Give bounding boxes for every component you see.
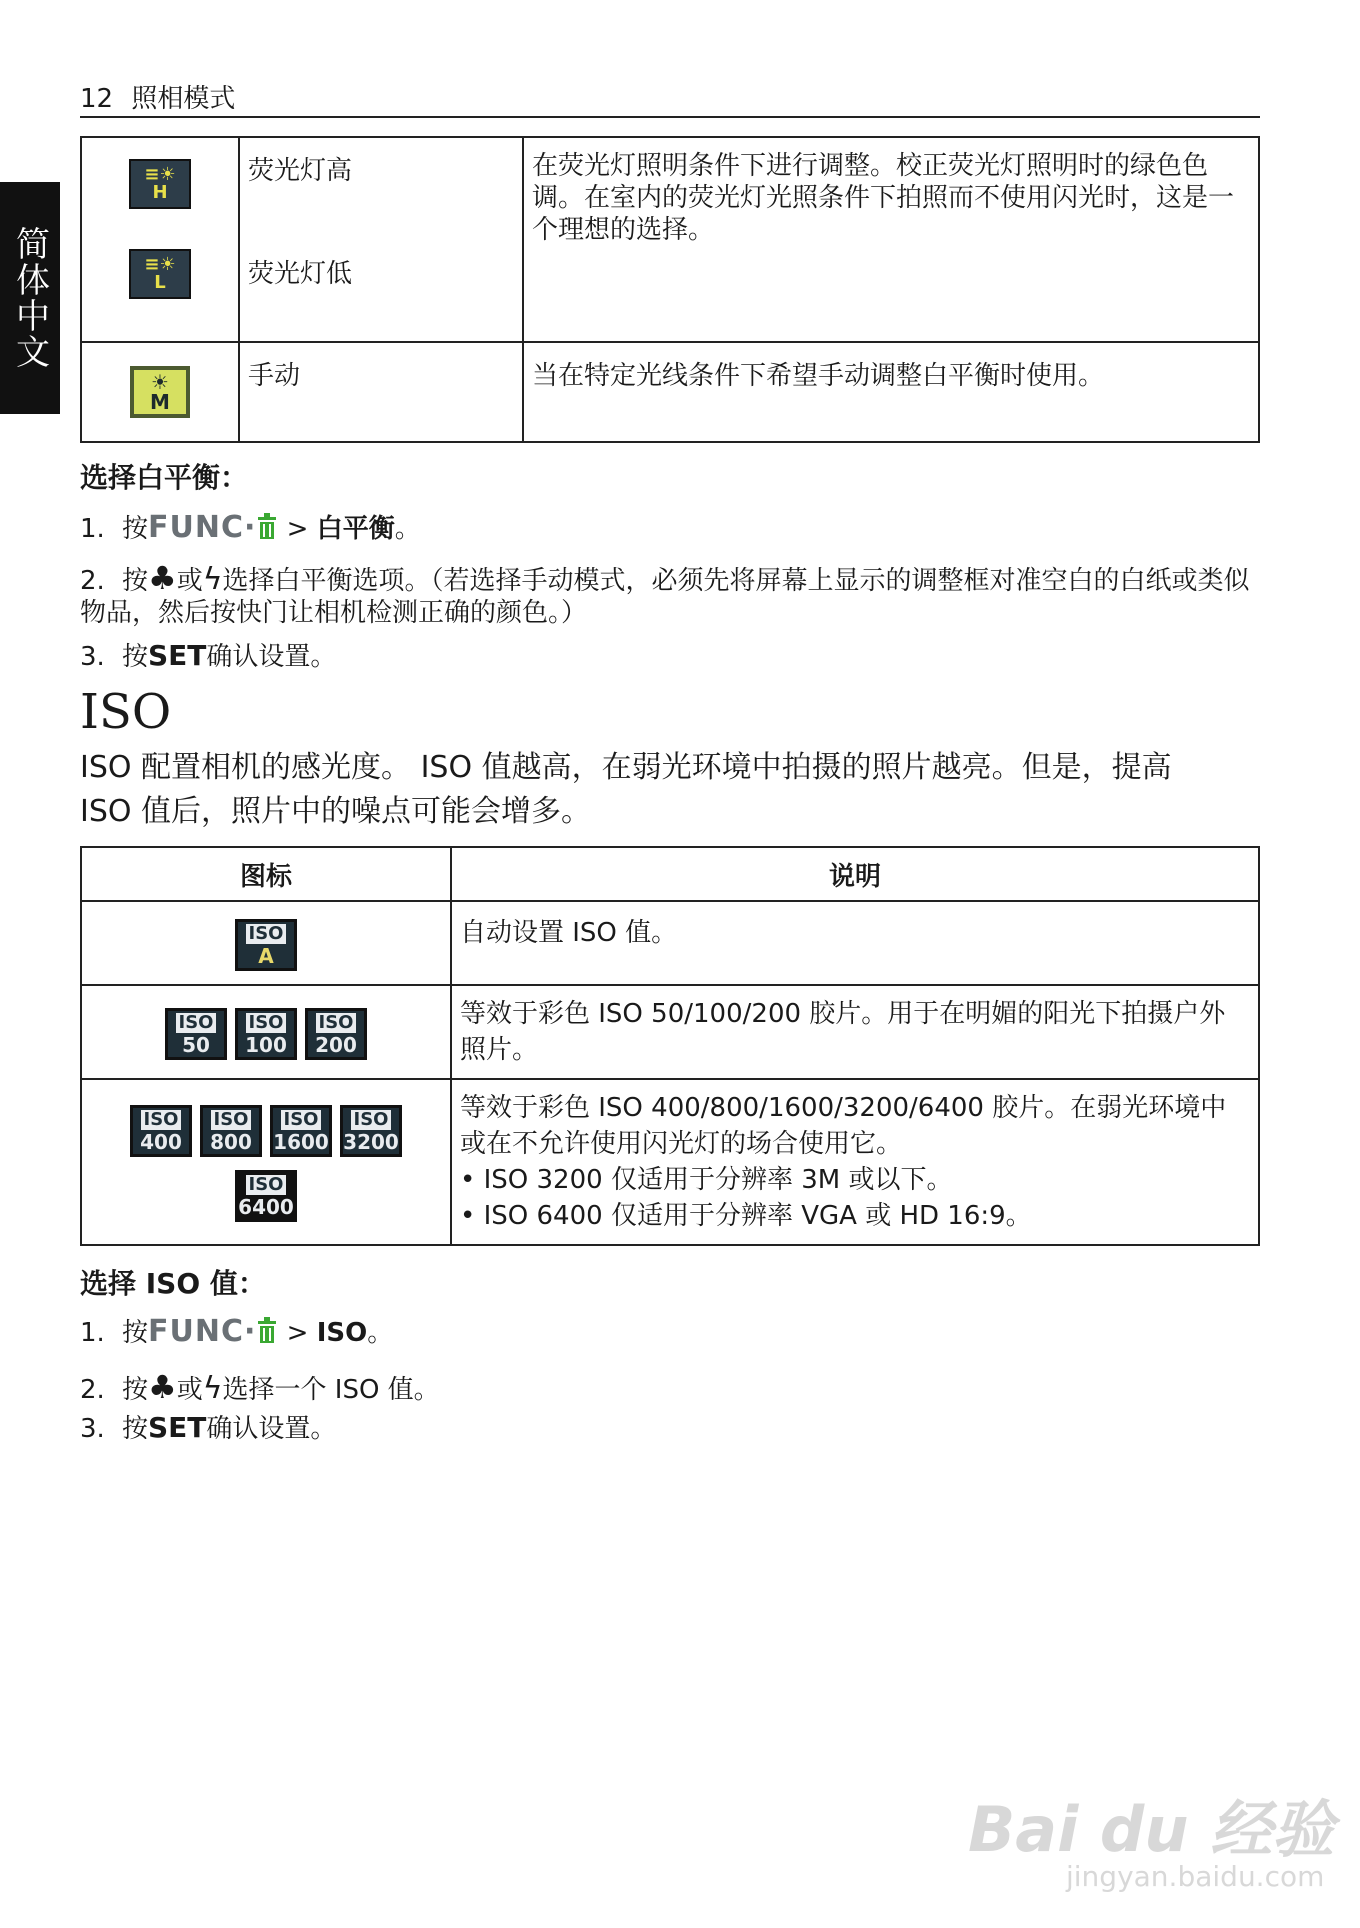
header-divider bbox=[80, 116, 1260, 118]
iso-1600-icon: ISO 1600 bbox=[270, 1105, 332, 1157]
func-key: FUNC· bbox=[148, 1314, 257, 1349]
header-description: 说明 bbox=[451, 847, 1259, 901]
table-row bbox=[81, 137, 1259, 342]
icon-cell bbox=[81, 342, 239, 442]
section-title: 照相模式 bbox=[131, 84, 236, 114]
trash-icon bbox=[256, 1315, 278, 1345]
description-cell bbox=[451, 1079, 1259, 1245]
bullet-item: • ISO 6400 仅适用于分辨率 VGA 或 HD 16:9。 bbox=[460, 1201, 1032, 1231]
iso-title: ISO bbox=[80, 684, 172, 740]
table-row bbox=[81, 342, 1259, 442]
iso-100-icon: ISO 100 bbox=[235, 1008, 297, 1060]
iso-step-2: 2. 按♣或ϟ选择一个 ISO 值。 bbox=[80, 1368, 440, 1406]
wb-step-1: 1. 按FUNC· > 白平衡。 bbox=[80, 510, 421, 545]
description-cell: 当在特定光线条件下希望手动调整白平衡时使用。 bbox=[523, 342, 1259, 442]
wb-step-3: 3. 按SET确认设置。 bbox=[80, 639, 337, 672]
iso-high-description: 等效于彩色 ISO 400/800/1600/3200/6400 胶片。在弱光环境中或在不允许使用闪光灯的场合使用它。 bbox=[460, 1093, 1227, 1159]
bullet-item: • ISO 3200 仅适用于分辨率 3M 或以下。 bbox=[460, 1165, 953, 1195]
fluorescent-low-label: 荧光灯低 bbox=[248, 259, 353, 289]
macro-icon: ♣ bbox=[148, 559, 177, 597]
iso-50-icon: ISO 50 bbox=[165, 1008, 227, 1060]
icon-cell bbox=[81, 1079, 451, 1245]
iso-step-1: 1. 按FUNC· > ISO。 bbox=[80, 1314, 394, 1349]
description-cell: 自动设置 ISO 值。 bbox=[451, 901, 1259, 985]
trash-icon bbox=[256, 511, 278, 541]
fluorescent-high-icon: ≡☀ H bbox=[129, 159, 191, 209]
table-row bbox=[81, 985, 1259, 1079]
manual-wb-icon: ☀ M bbox=[130, 366, 190, 418]
icon-cell bbox=[81, 985, 451, 1079]
page-number: 12 bbox=[80, 84, 114, 114]
flash-icon: ϟ bbox=[202, 562, 223, 597]
flash-icon: ϟ bbox=[202, 1371, 223, 1406]
iso-intro-line-2: ISO 值后，照片中的噪点可能会增多。 bbox=[80, 794, 592, 829]
wb-select-heading: 选择白平衡： bbox=[80, 461, 249, 494]
set-key: SET bbox=[148, 1411, 207, 1444]
white-balance-table bbox=[80, 136, 1260, 443]
table-header-row bbox=[81, 847, 1259, 901]
baidu-watermark-url: jingyan.baidu.com bbox=[1066, 1860, 1325, 1893]
iso-400-icon: ISO 400 bbox=[130, 1105, 192, 1157]
baidu-watermark-logo: Bai du 经验 bbox=[968, 1793, 1335, 1866]
language-tab: 简体中文 bbox=[0, 182, 60, 414]
description-cell: 在荧光灯照明条件下进行调整。校正荧光灯照明时的绿色色调。在室内的荧光灯光照条件下拍照而不使用闪光时，这是一个理想的选择。 bbox=[523, 137, 1259, 342]
table-row bbox=[81, 1079, 1259, 1245]
wb-step-2: 2. 按♣或ϟ选择白平衡选项。（若选择手动模式，必须先将屏幕上显示的调整框对准空白的白纸或类似物品，然后按快门让相机检测正确的颜色。） bbox=[80, 559, 1250, 628]
fluorescent-high-label: 荧光灯高 bbox=[248, 156, 353, 186]
table-row bbox=[81, 901, 1259, 985]
iso-800-icon: ISO 800 bbox=[200, 1105, 262, 1157]
manual-label: 手动 bbox=[239, 342, 523, 442]
description-cell: 等效于彩色 ISO 50/100/200 胶片。用于在明媚的阳光下拍摄户外照片。 bbox=[451, 985, 1259, 1079]
header-icon: 图标 bbox=[81, 847, 451, 901]
iso-intro-line-1: ISO 配置相机的感光度。 ISO 值越高，在弱光环境中拍摄的照片越亮。但是，提高 bbox=[80, 750, 1172, 785]
iso-3200-icon: ISO 3200 bbox=[340, 1105, 402, 1157]
iso-6400-icon: ISO 6400 bbox=[235, 1170, 297, 1222]
iso-200-icon: ISO 200 bbox=[305, 1008, 367, 1060]
name-cell bbox=[239, 137, 523, 342]
icon-cell bbox=[81, 901, 451, 985]
page-header bbox=[80, 78, 235, 115]
icon-cell bbox=[81, 137, 239, 342]
macro-icon: ♣ bbox=[148, 1368, 177, 1406]
iso-select-heading: 选择 ISO 值： bbox=[80, 1267, 266, 1300]
set-key: SET bbox=[148, 639, 207, 672]
iso-auto-icon: ISO A bbox=[235, 919, 297, 971]
iso-table bbox=[80, 846, 1260, 1246]
iso-step-3: 3. 按SET确认设置。 bbox=[80, 1411, 337, 1444]
fluorescent-low-icon: ≡☀ L bbox=[129, 249, 191, 299]
func-key: FUNC· bbox=[148, 510, 257, 545]
